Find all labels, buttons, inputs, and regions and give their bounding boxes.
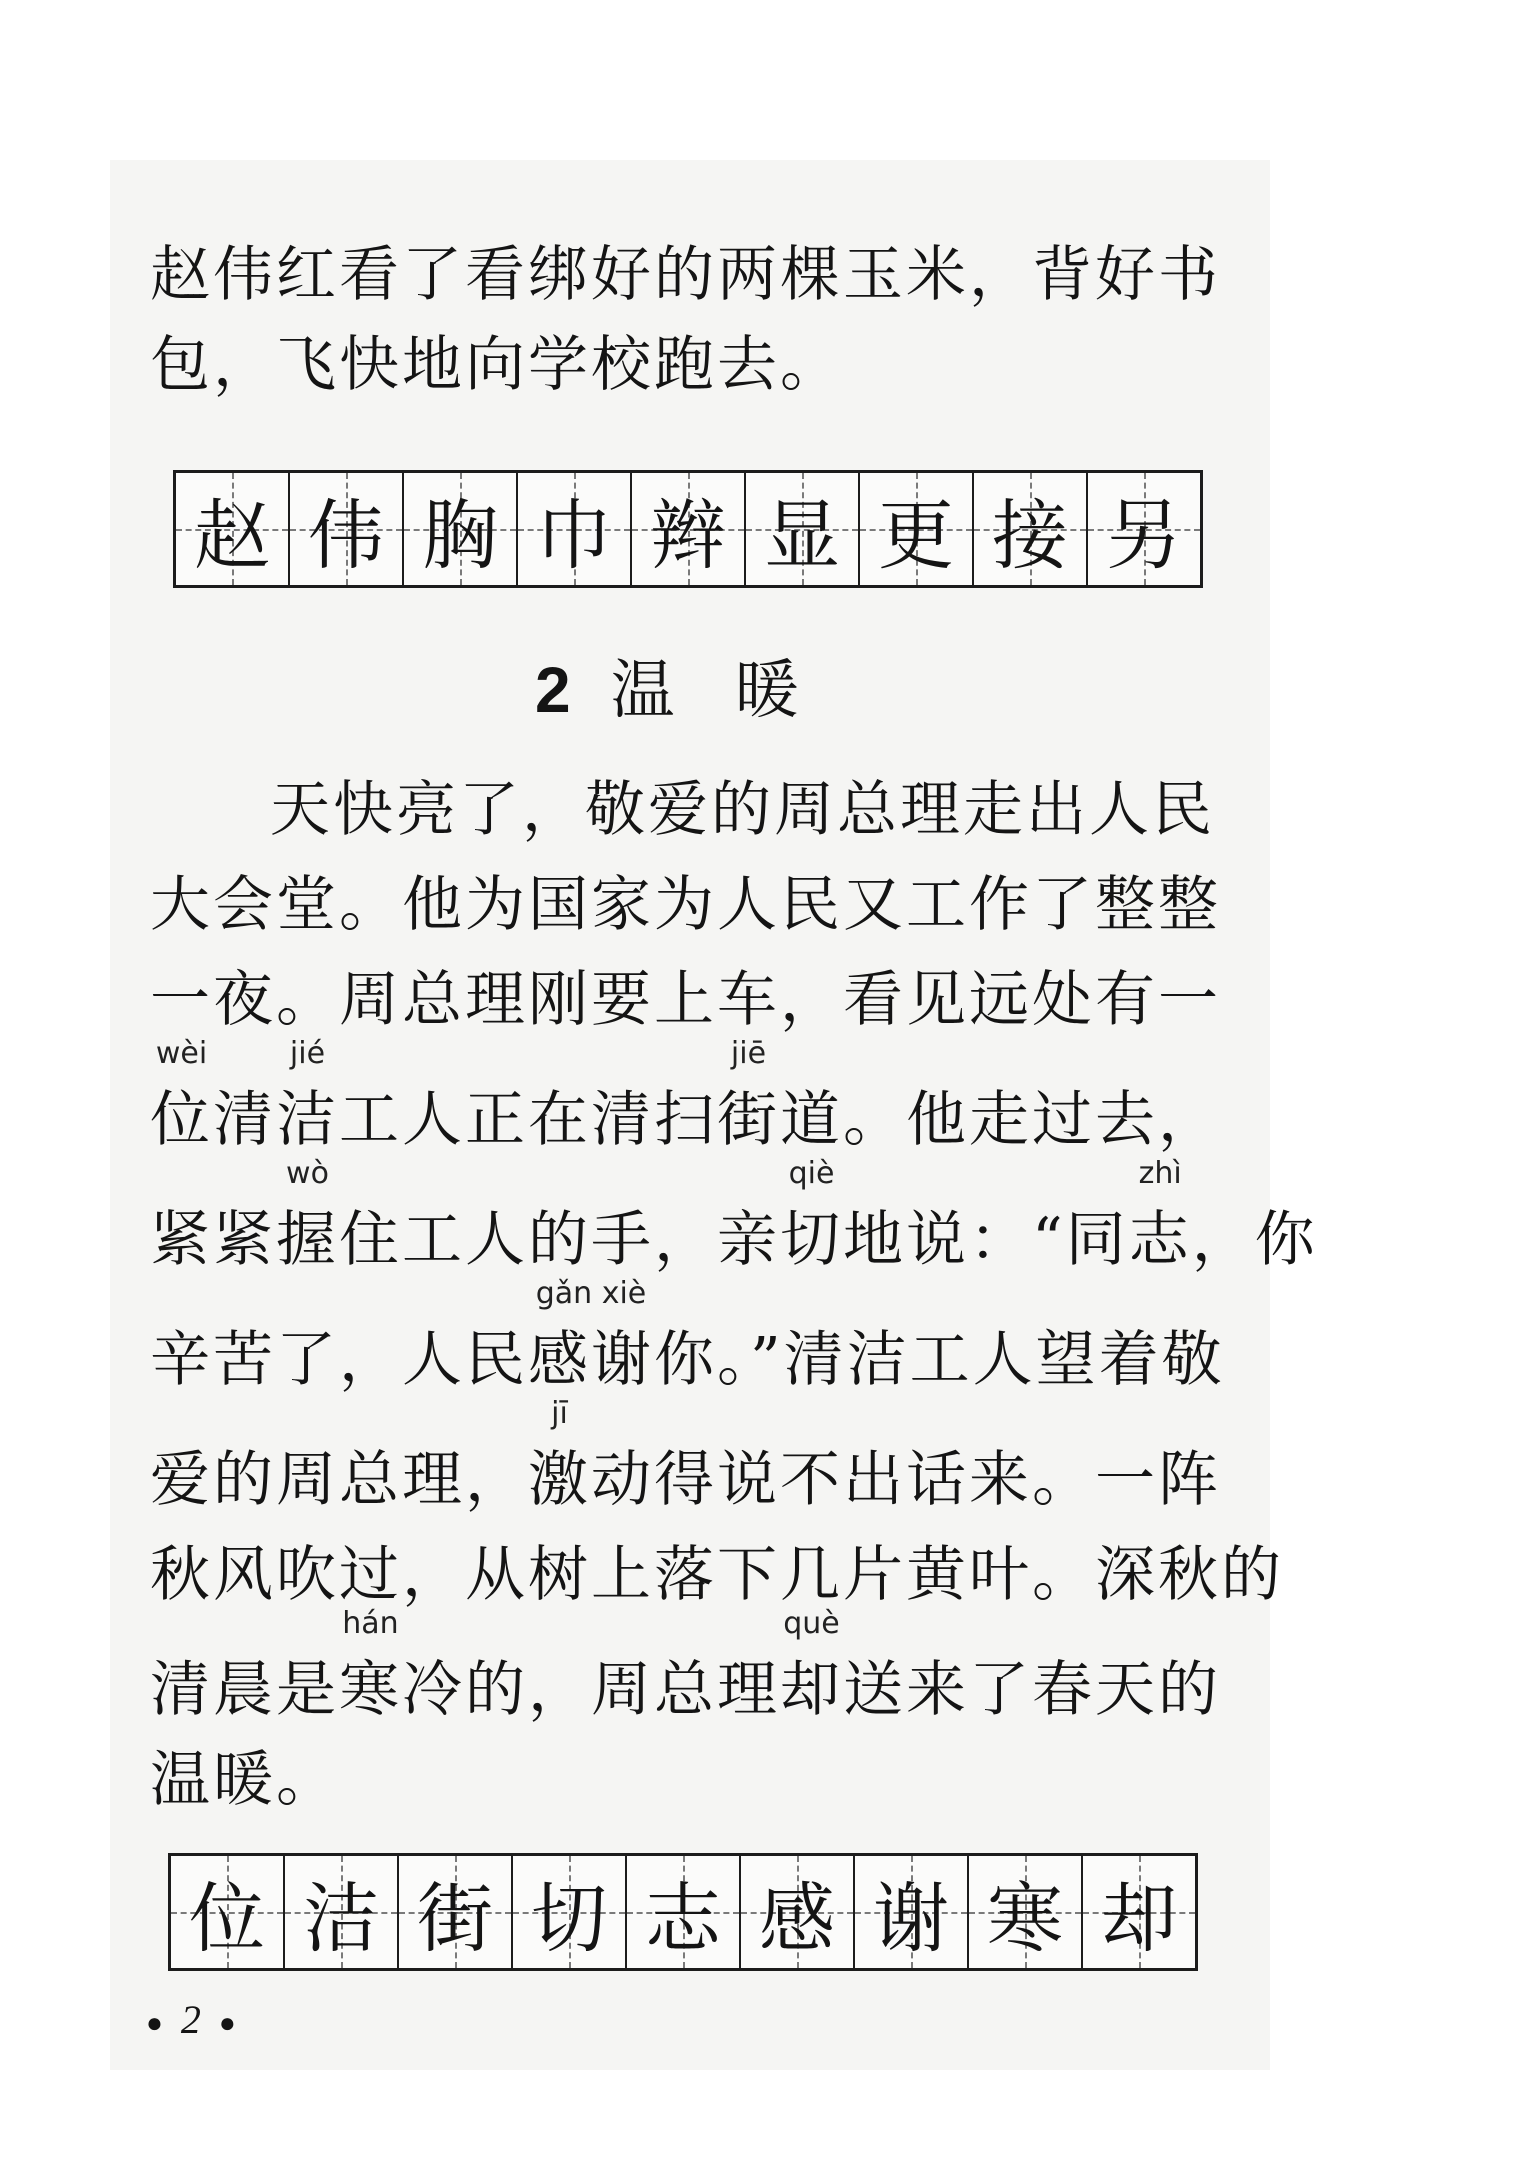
vocab-char: 巾 — [518, 473, 632, 585]
text-segment: 动得说不出话来。一阵 — [591, 1445, 1221, 1515]
vocab-char: 赵 — [176, 473, 290, 585]
lesson-line: 温暖。 — [150, 1745, 339, 1815]
lesson-line — [150, 1606, 1221, 1725]
vocab-char: 感 — [741, 1856, 855, 1968]
pinyin-annotation: wò — [286, 1156, 329, 1191]
lesson-number: 2 — [535, 654, 571, 726]
vocab-char: 显 — [746, 473, 860, 585]
lesson-line: 天快亮了，敬爱的周总理走出人民 — [270, 775, 1215, 845]
text-segment: 送来了春天的 — [843, 1655, 1221, 1725]
pinyin-annotation: gǎn xiè — [535, 1276, 647, 1311]
vocab-char: 寒 — [969, 1856, 1083, 1968]
pinyin-annotation: wèi — [155, 1036, 208, 1071]
annotated-char: wò 握 — [276, 1156, 339, 1275]
lesson-line: 一夜。周总理刚要上车，看见远处有一 — [150, 965, 1221, 1035]
vocab-char: 谢 — [855, 1856, 969, 1968]
vocab-char: 街 — [399, 1856, 513, 1968]
pinyin-annotation: jiē — [730, 1036, 767, 1071]
text-segment: ，你 — [1191, 1205, 1318, 1275]
vocab-char: 辫 — [632, 473, 746, 585]
annotated-char: jī 激 — [528, 1396, 591, 1515]
page-number — [128, 1995, 254, 2049]
pinyin-annotation: què — [783, 1606, 840, 1641]
annotated-char: gǎn xiè 感谢 — [528, 1276, 654, 1395]
bullet-icon: ● — [218, 2007, 236, 2039]
lesson-line — [150, 1276, 1225, 1395]
text-segment: 清晨是 — [150, 1655, 339, 1725]
annotated-char: wèi 位 — [150, 1036, 213, 1155]
annotated-char: zhì 志 — [1128, 1156, 1192, 1275]
vocab-char: 更 — [860, 473, 974, 585]
vocab-char: 洁 — [285, 1856, 399, 1968]
pinyin-annotation: jī — [551, 1396, 568, 1431]
vocab-char: 胸 — [404, 473, 518, 585]
lesson-line — [150, 1396, 1221, 1515]
bullet-icon: ● — [146, 2007, 163, 2039]
story-line: 赵伟红看了看绑好的两棵玉米，背好书 — [150, 240, 1221, 310]
story-line: 包，飞快地向学校跑去。 — [150, 330, 843, 400]
lesson-line: 大会堂。他为国家为人民又工作了整整 — [150, 870, 1221, 940]
text-segment: 道。他走过去， — [780, 1085, 1221, 1155]
vocab-char: 位 — [171, 1856, 285, 1968]
annotated-char: jiē 街 — [717, 1036, 780, 1155]
page-number-value: 2 — [180, 1997, 201, 2042]
vocab-grid-previous — [173, 470, 1203, 588]
vocab-char: 接 — [974, 473, 1088, 585]
annotated-char: qiè 切 — [780, 1156, 843, 1275]
pinyin-annotation: jié — [289, 1036, 326, 1071]
text-segment: 地说：“同 — [843, 1205, 1129, 1275]
text-segment: 辛苦了，人民 — [150, 1325, 528, 1395]
annotated-char: hán 寒 — [339, 1606, 402, 1725]
lesson-title — [535, 650, 859, 731]
lesson-line — [150, 1036, 1221, 1155]
annotated-char: què 却 — [780, 1606, 843, 1725]
vocab-grid-lesson — [168, 1853, 1198, 1971]
lesson-line — [150, 1156, 1318, 1275]
text-segment: 工人正在清扫 — [339, 1085, 717, 1155]
text-segment: 清 — [213, 1085, 276, 1155]
lesson-name: 温暖 — [610, 654, 859, 728]
vocab-char: 切 — [513, 1856, 627, 1968]
annotated-char: jié 洁 — [276, 1036, 339, 1155]
vocab-char: 伟 — [290, 473, 404, 585]
pinyin-annotation: zhì — [1138, 1156, 1182, 1191]
pinyin-annotation: qiè — [788, 1156, 835, 1191]
vocab-char: 志 — [627, 1856, 741, 1968]
text-segment: 住工人的手，亲 — [339, 1205, 780, 1275]
lesson-line: 秋风吹过，从树上落下几片黄叶。深秋的 — [150, 1540, 1284, 1610]
text-segment: 你。”清洁工人望着敬 — [654, 1325, 1225, 1395]
vocab-char: 却 — [1083, 1856, 1195, 1968]
text-segment: 冷的，周总理 — [402, 1655, 780, 1725]
text-segment: 紧紧 — [150, 1205, 276, 1275]
pinyin-annotation: hán — [342, 1606, 399, 1641]
vocab-char: 另 — [1088, 473, 1200, 585]
text-segment: 爱的周总理， — [150, 1445, 528, 1515]
